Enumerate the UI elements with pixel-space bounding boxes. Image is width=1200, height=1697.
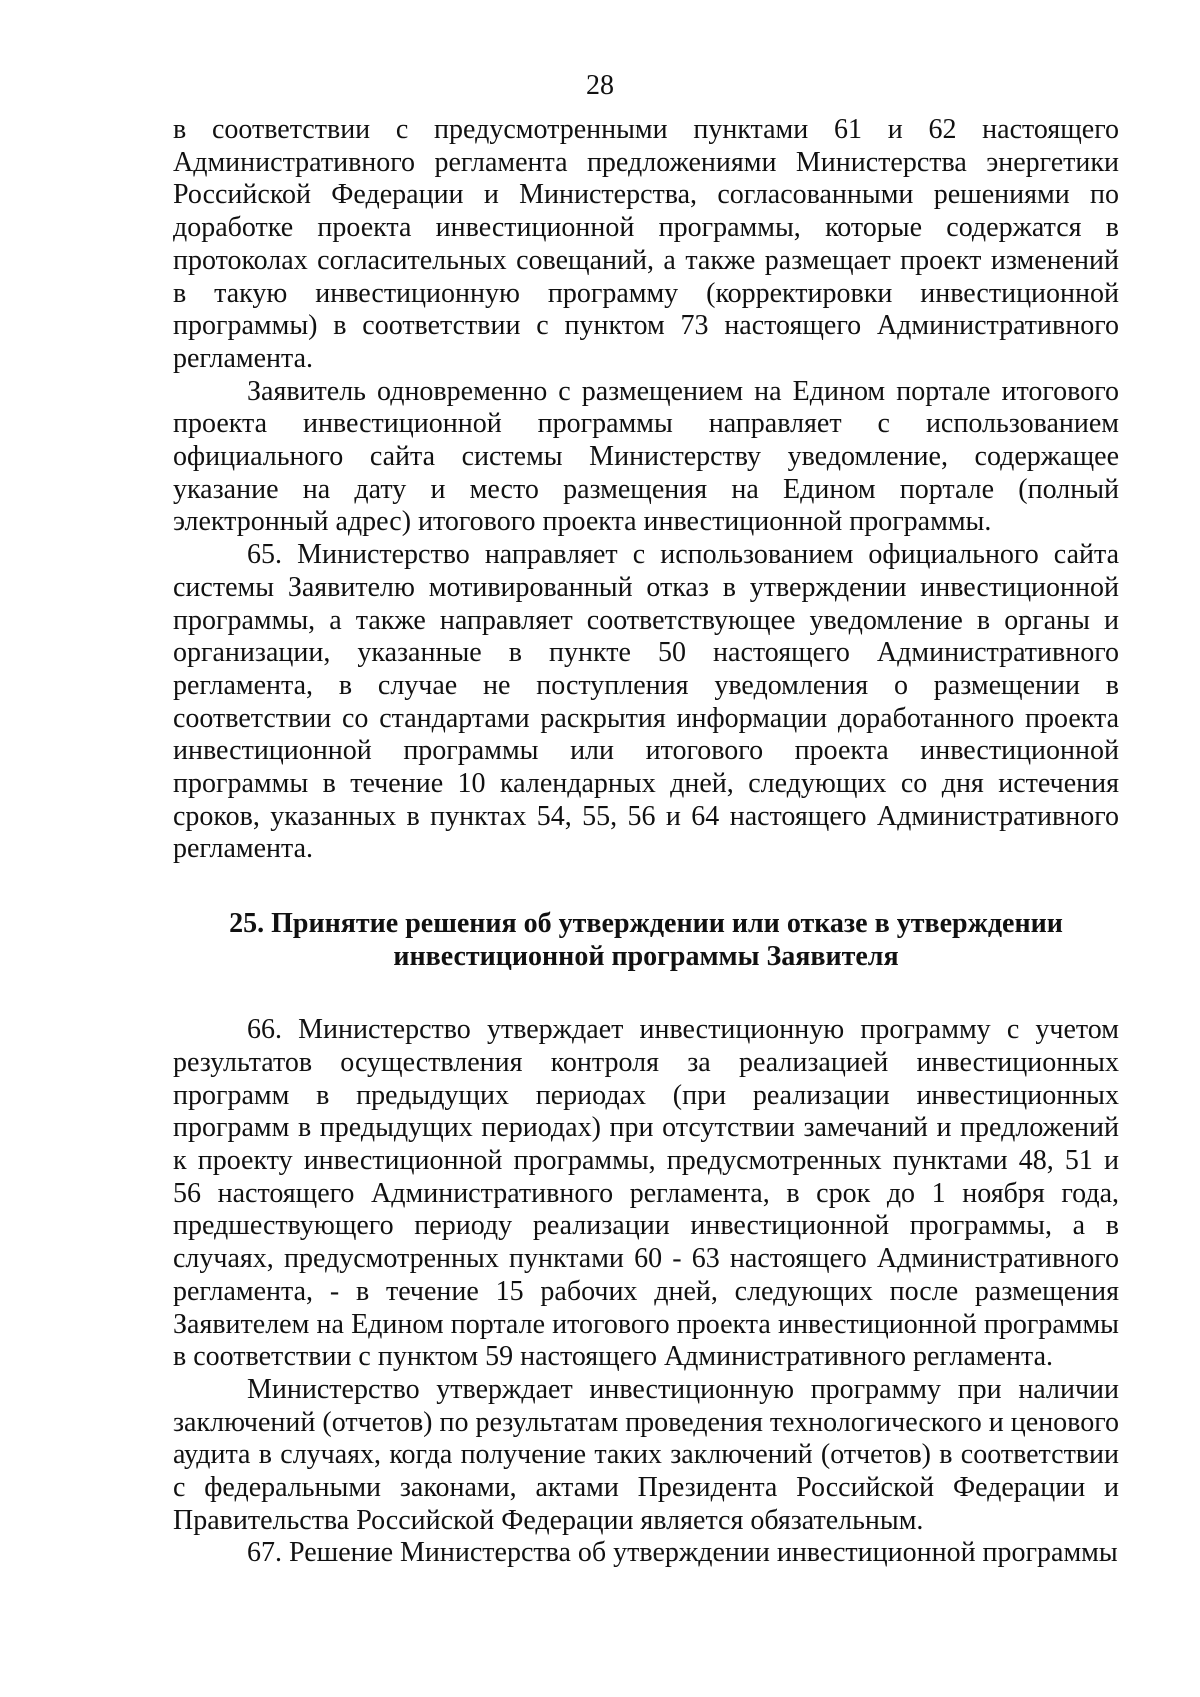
document-body	[173, 114, 1119, 1570]
paragraph-applicant-notice: Заявитель одновременно с размещением на Едином портале итогового проекта инвестиционной программы направляет с использованием официального сайта системы Министерству уведомление, содержащее указание на дату и место размещения на Едином портале (полный электронный адрес) итогового проекта инвестиционной программы.	[173, 375, 1119, 538]
paragraph-66: 66. Министерство утверждает инвестиционную программу с учетом результатов осуществления контроля за реализацией инвестиционных программ в предыдущих периодах (при реализации инвестиционных программ в предыдущих периодах) при отсутствии замечаний и предложений к проекту инвестиционной программы, предусмотренных пунктами 48, 51 и 56 настоящего Административного регламента, в срок до 1 ноября года, предшествующего периоду реализации инвестиционной программы, а в случаях, предусмотренных пунктами 60 - 63 настоящего Административного регламента, - в течение 15 рабочих дней, следующих после размещения Заявителем на Едином портале итогового проекта инвестиционной программы в соответствии с пунктом 59 настоящего Административного регламента.	[173, 1014, 1119, 1373]
paragraph-65: 65. Министерство направляет с использованием официального сайта системы Заявителю мотивированный отказ в утверждении инвестиционной программы, а также направляет соответствующее уведомление в органы и организации, указанные в пункте 50 настоящего Административного регламента, в случае не поступления уведомления о размещении в соответствии со стандартами раскрытия информации доработанного проекта инвестиционной программы или итогового проекта инвестиционной программы в течение 10 календарных дней, следующих со дня истечения сроков, указанных в пунктах 54, 55, 56 и 64 настоящего Административного регламента.	[173, 539, 1119, 865]
paragraph-continuation: в соответствии с предусмотренными пунктами 61 и 62 настоящего Административного регламента предложениями Министерства энергетики Российской Федерации и Министерства, согласованными решениями по доработке проекта инвестиционной программы, которые содержатся в протоколах согласительных совещаний, а также размещает проект изменений в такую инвестиционную программу (корректировки инвестиционной программы) в соответствии с пунктом 73 настоящего Административного регламента.	[173, 114, 1119, 374]
page-number: 28	[586, 70, 614, 101]
section-heading-line-1: 25. Принятие решения об утверждении или отказе в утверждении	[229, 908, 1063, 940]
paragraph-67: 67. Решение Министерства об утверждении инвестиционной программы	[247, 1537, 1118, 1569]
section-heading-line-2: инвестиционной программы Заявителя	[393, 941, 899, 973]
paragraph-ministry-approval: Министерство утверждает инвестиционную программу при наличии заключений (отчетов) по результатам проведения технологического и ценового аудита в случаях, когда получение таких заключений (отчетов) в соответствии с федеральными законами, актами Президента Российской Федерации и Правительства Российской Федерации является обязательным.	[173, 1373, 1119, 1536]
section-heading-25	[173, 907, 1119, 973]
